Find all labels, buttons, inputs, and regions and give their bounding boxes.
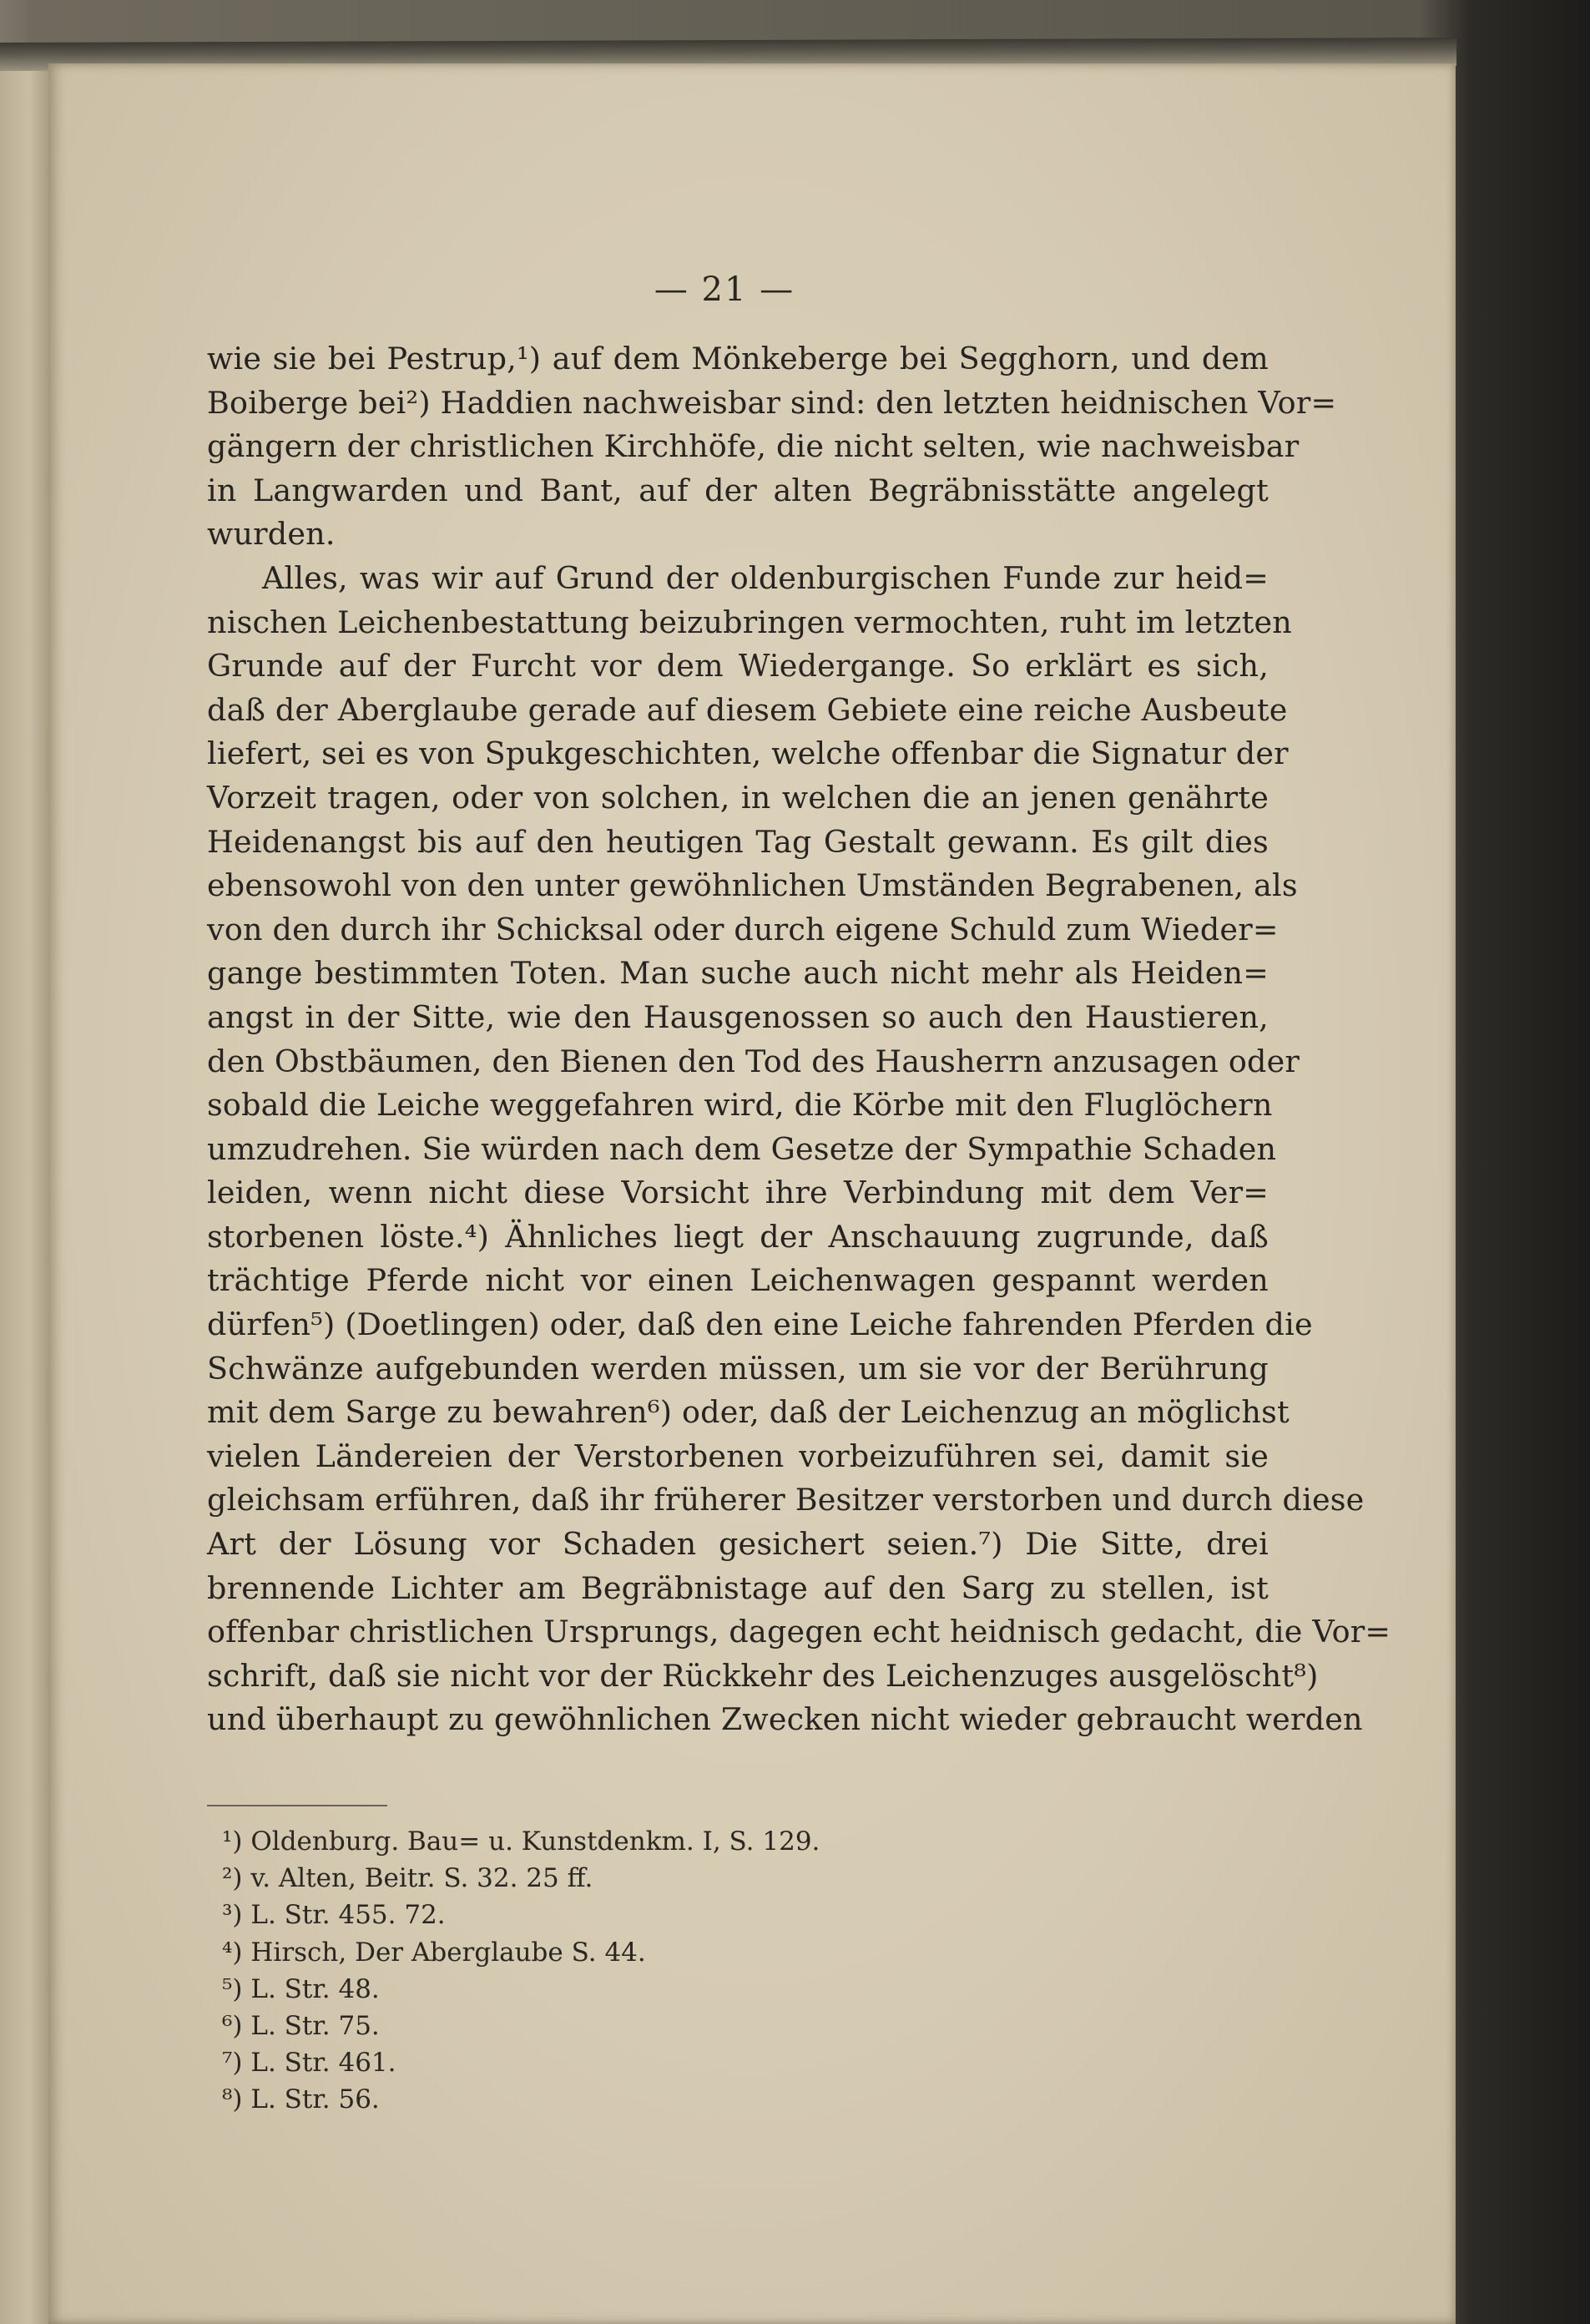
text-line: von den durch ihr Schicksal oder durch eigene Schuld zum Wieder=	[207, 911, 1279, 947]
book-page	[48, 63, 1456, 2324]
text-line: angst in der Sitte, wie den Hausgenossen so auch den Haustieren,	[207, 998, 1269, 1035]
text-line: liefert, sei es von Spukgeschichten, welche offenbar die Signatur der	[207, 735, 1289, 772]
footnote: ³) L. Str. 455. 72.	[222, 1900, 446, 1931]
text-line: mit dem Sarge zu bewahren⁶) oder, daß der Leichenzug an möglichst	[207, 1394, 1290, 1431]
body-text	[207, 337, 1391, 1742]
footnote: ¹) Oldenburg. Bau= u. Kunstdenkm. I, S. 129.	[222, 1826, 820, 1857]
text-line: wie sie bei Pestrup,¹) auf dem Mönkeberge bei Segghorn, und dem	[207, 341, 1269, 376]
text-line: gleichsam erführen, daß ihr früherer Besitzer verstorben und durch diese	[207, 1482, 1365, 1518]
footnotes	[222, 1823, 973, 2119]
text-line: offenbar christlichen Ursprungs, dagegen echt heidnisch gedacht, die Vor=	[207, 1614, 1391, 1650]
text-line: in Langwarden und Bant, auf der alten Begräbnisstätte angelegt	[207, 472, 1269, 508]
footnote: ⁷) L. Str. 461.	[222, 2048, 396, 2079]
text-line: daß der Aberglaube gerade auf diesem Gebiete eine reiche Ausbeute	[207, 691, 1288, 728]
text-line: leiden, wenn nicht diese Vorsicht ihre Verbindung mit dem Ver=	[207, 1175, 1269, 1211]
footnote: ⁵) L. Str. 48.	[222, 1973, 380, 2004]
text-line: gange bestimmten Toten. Man suche auch nicht mehr als Heiden=	[207, 955, 1269, 992]
footnote: ²) v. Alten, Beitr. S. 32. 25 ff.	[222, 1863, 593, 1894]
footnote: ⁴) Hirsch, Der Aberglaube S. 44.	[222, 1937, 646, 1968]
text-line: schrift, daß sie nicht vor der Rückkehr des Leichenzuges ausgelöscht⁸)	[207, 1657, 1319, 1694]
text-line: Alles, was wir auf Grund der oldenburgischen Funde zur heid=	[262, 559, 1269, 596]
left-page-edge	[0, 58, 48, 2324]
text-line: ebensowohl von den unter gewöhnlichen Umständen Begrabenen, als	[207, 867, 1298, 904]
text-line: und überhaupt zu gewöhnlichen Zwecken nicht wieder gebraucht werden	[207, 1701, 1363, 1738]
footnote-divider	[207, 1805, 387, 1806]
text-line: Vorzeit tragen, oder von solchen, in welchen die an jenen genährte	[207, 779, 1269, 816]
text-line: Schwänze aufgebunden werden müssen, um sie vor der Berührung	[207, 1350, 1269, 1387]
text-line: brennende Lichter am Begräbnistage auf den Sarg zu stellen, ist	[207, 1569, 1269, 1606]
text-line: Art der Lösung vor Schaden gesichert seien.⁷) Die Sitte, drei	[207, 1526, 1269, 1563]
text-line: Grunde auf der Furcht vor dem Wiedergange. So erklärt es sich,	[207, 648, 1269, 685]
text-line: Boiberge bei²) Haddien nachweisbar sind: den letzten heidnischen Vor=	[207, 384, 1337, 421]
text-line: wurden.	[207, 516, 336, 553]
text-line: umzudrehen. Sie würden nach dem Gesetze der Sympathie Schaden	[207, 1130, 1277, 1167]
text-line: den Obstbäumen, den Bienen den Tod des Hausherrn anzusagen oder	[207, 1043, 1300, 1079]
text-line: trächtige Pferde nicht vor einen Leichenwagen gespannt werden	[207, 1262, 1269, 1299]
text-line: gängern der christlichen Kirchhöfe, die nicht selten, wie nachweisbar	[207, 428, 1300, 465]
text-line: dürfen⁵) (Doetlingen) oder, daß den eine Leiche fahrenden Pferden die	[207, 1306, 1313, 1343]
text-line: nischen Leichenbestattung beizubringen vermochten, ruht im letzten	[207, 604, 1292, 640]
page-number: — 21 —	[654, 270, 795, 309]
text-line: Heidenangst bis auf den heutigen Tag Gestalt gewann. Es gilt dies	[207, 823, 1269, 860]
text-line: storbenen löste.⁴) Ähnliches liegt der Anschauung zugrunde, daß	[207, 1218, 1269, 1255]
text-line: sobald die Leiche weggefahren wird, die Körbe mit den Fluglöchern	[207, 1087, 1273, 1124]
footnote: ⁸) L. Str. 56.	[222, 2084, 380, 2115]
text-line: vielen Ländereien der Verstorbenen vorbeizuführen sei, damit sie	[207, 1437, 1269, 1474]
footnote: ⁶) L. Str. 75.	[222, 2010, 380, 2041]
